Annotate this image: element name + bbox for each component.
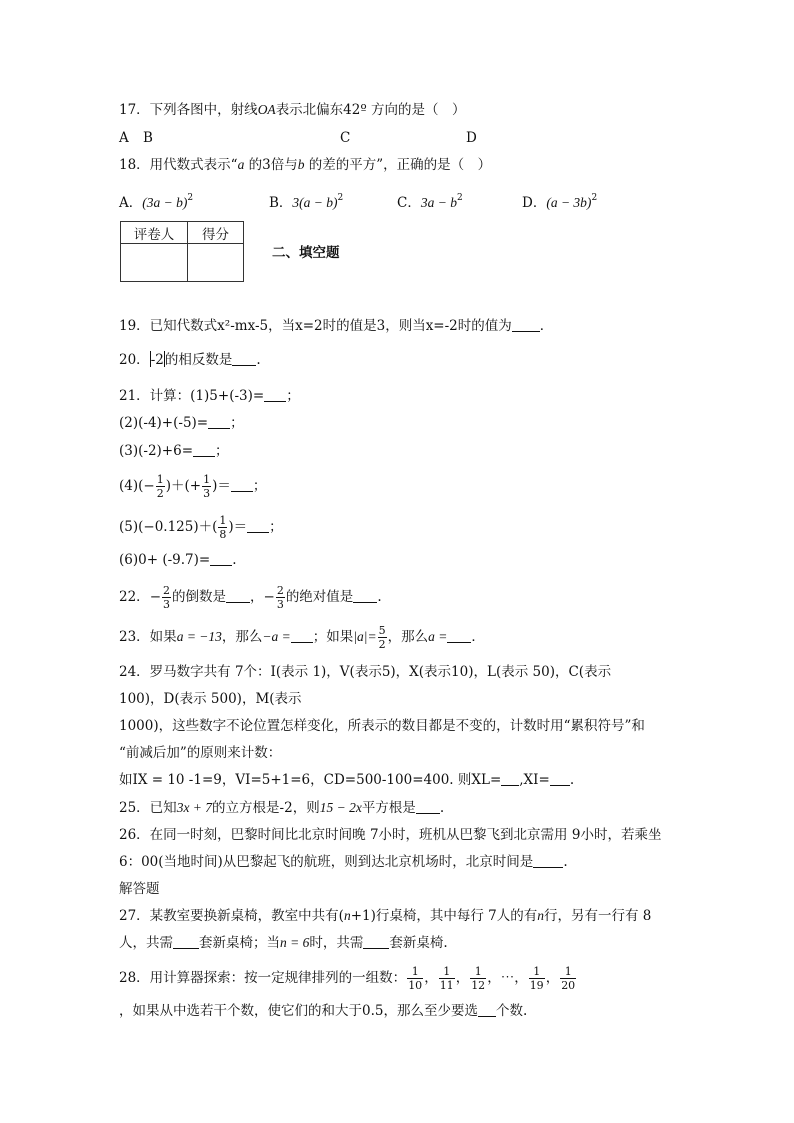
- q24-line4: “前减后加”的原则来计数：: [119, 745, 282, 761]
- section-heading-fill-blank: 二、填空题: [272, 245, 340, 261]
- answer-blank[interactable]: [363, 935, 389, 949]
- fraction: $\frac{1}{3}$: [203, 473, 211, 500]
- q26-line2: 6：00(当地时间)从巴黎起飞的航班，则到达北京机场时，北京时间是 .: [119, 854, 568, 870]
- fraction: $\frac{1}{10}$: [408, 965, 423, 992]
- grader-cell[interactable]: [121, 244, 188, 282]
- q23: 23．如果a = −13，那么−a = ；如果|a|= $\frac{5}{2}$ ，那么a = ．: [119, 624, 485, 651]
- answer-blank[interactable]: [247, 519, 269, 533]
- answer-blank[interactable]: [291, 629, 313, 643]
- q18-option-c[interactable]: C．$3a - b^2$: [397, 193, 463, 211]
- answer-blank[interactable]: [550, 772, 570, 786]
- answer-blank[interactable]: [208, 415, 230, 429]
- q24-line2: 100)，D(表示 500)，M(表示: [119, 691, 302, 707]
- q21-line6: (6)0+ (-9.7)= .: [119, 552, 237, 568]
- q18-option-a[interactable]: A．$(3a - b)^2$: [119, 193, 194, 211]
- q21-line2: (2)(-4)+(-5)= ；: [119, 415, 244, 431]
- q17-option-c[interactable]: C: [340, 130, 351, 146]
- q18-option-d[interactable]: D．$(a - 3b)^2$: [522, 193, 598, 211]
- fraction: $\frac{1}{19}$: [529, 965, 544, 992]
- q17-option-a[interactable]: A: [119, 130, 129, 146]
- q17-options: [119, 128, 679, 148]
- q21-line5: (5)(−0.125)＋( $\frac{1}{8}$ )＝ ；: [119, 514, 283, 541]
- q25: 25．已知3x + 7的立方根是-2，则15 − 2x平方根是 .: [119, 800, 445, 816]
- answer-blank[interactable]: [231, 478, 253, 492]
- grader-header: 评卷人: [121, 222, 188, 244]
- answer-blank[interactable]: [264, 388, 286, 402]
- answer-blank[interactable]: [193, 443, 215, 457]
- fraction: $\frac{2}{3}$: [163, 584, 170, 611]
- answer-blank[interactable]: [512, 318, 540, 332]
- q27-line2: 人，共需 套新桌椅；当n = 6时，共需 套新桌椅.: [119, 935, 448, 951]
- q21-line1: 21．计算：(1)5+(-3)= ；: [119, 388, 300, 404]
- answer-blank[interactable]: [210, 552, 232, 566]
- fraction: $\frac{2}{3}$: [276, 584, 284, 611]
- score-header: 得分: [188, 222, 244, 244]
- section-heading-answer: 解答题: [119, 881, 160, 897]
- answer-blank[interactable]: [447, 629, 471, 643]
- q18-options: [119, 188, 679, 213]
- q21-line3: (3)(-2)+6= ；: [119, 443, 229, 459]
- q17-option-b[interactable]: B: [143, 130, 153, 146]
- q22: 22．− $\frac{2}{3}$ 的倒数是 ，− $\frac{2}{3}$ 的绝对值是 .: [119, 584, 382, 611]
- answer-blank[interactable]: [416, 800, 440, 814]
- answer-blank[interactable]: [173, 935, 199, 949]
- answer-blank[interactable]: [533, 854, 563, 868]
- score-cell[interactable]: [188, 244, 244, 282]
- answer-blank[interactable]: [232, 352, 256, 366]
- fraction: $\frac{1}{20}$: [561, 965, 576, 992]
- q17-stem: 17．下列各图中，射线OA表示北偏东42º 方向的是（ ）: [119, 102, 466, 118]
- q18-stem: 18．用代数式表示“a 的3倍与b 的差的平方”，正确的是（ ）: [119, 157, 492, 173]
- q18-option-b[interactable]: B．$3(a - b)^2$: [269, 193, 344, 211]
- q24-line5: 如IX = 10 -1=9，VI=5+1=6，CD=500-100=400. 则XL= ,XI= .: [119, 772, 575, 788]
- q28-line2: ，如果从中选若干个数，使它们的和大于0.5，那么至少要选 个数.: [119, 1003, 528, 1019]
- grader-table: [120, 221, 244, 282]
- q27-line1: 27．某教室要换新桌椅，教室中共有(n+1)行桌椅，其中每行 7人的有n行，另有一行有 8: [119, 908, 652, 924]
- answer-blank[interactable]: [226, 589, 250, 603]
- fraction: $\frac{1}{12}$: [471, 965, 486, 992]
- q20: 20．-2的相反数是 .: [119, 352, 261, 368]
- answer-blank[interactable]: [353, 589, 377, 603]
- q19: 19．已知代数式x²-mx-5，当x=2时的值是3，则当x=-2时的值为 ．: [119, 318, 554, 334]
- fraction: $\frac{1}{11}$: [439, 965, 454, 992]
- fraction: $\frac{1}{2}$: [156, 473, 164, 500]
- fraction: $\frac{1}{8}$: [219, 514, 227, 541]
- answer-blank[interactable]: [478, 1003, 496, 1017]
- q24-line3: 1000)，这些数字不论位置怎样变化，所表示的数目都是不变的，计数时用“累积符号”和: [119, 718, 645, 734]
- q26-line1: 26．在同一时刻，巴黎时间比北京时间晚 7小时，班机从巴黎飞到北京需用 9小时，若乘坐: [119, 827, 662, 843]
- fraction: $\frac{5}{2}$: [378, 624, 386, 651]
- q21-line4: (4)(− $\frac{1}{2}$ )＋(+ $\frac{1}{3}$ )＝ ；: [119, 473, 267, 500]
- q17-option-d[interactable]: D: [466, 130, 477, 146]
- q28-line1: 28．用计算器探索：按一定规律排列的一组数： $\frac{1}{10}$ ， $\frac{1}{11}$ ， $\frac{1}{12}$ ，⋯， $\frac{1}{19}$ ， $\frac{1}{20}$: [119, 965, 576, 992]
- answer-blank[interactable]: [501, 772, 519, 786]
- q24-line1: 24．罗马数字共有 7个：I(表示 1)，V(表示5)，X(表示10)，L(表示 50)，C(表示: [119, 664, 612, 680]
